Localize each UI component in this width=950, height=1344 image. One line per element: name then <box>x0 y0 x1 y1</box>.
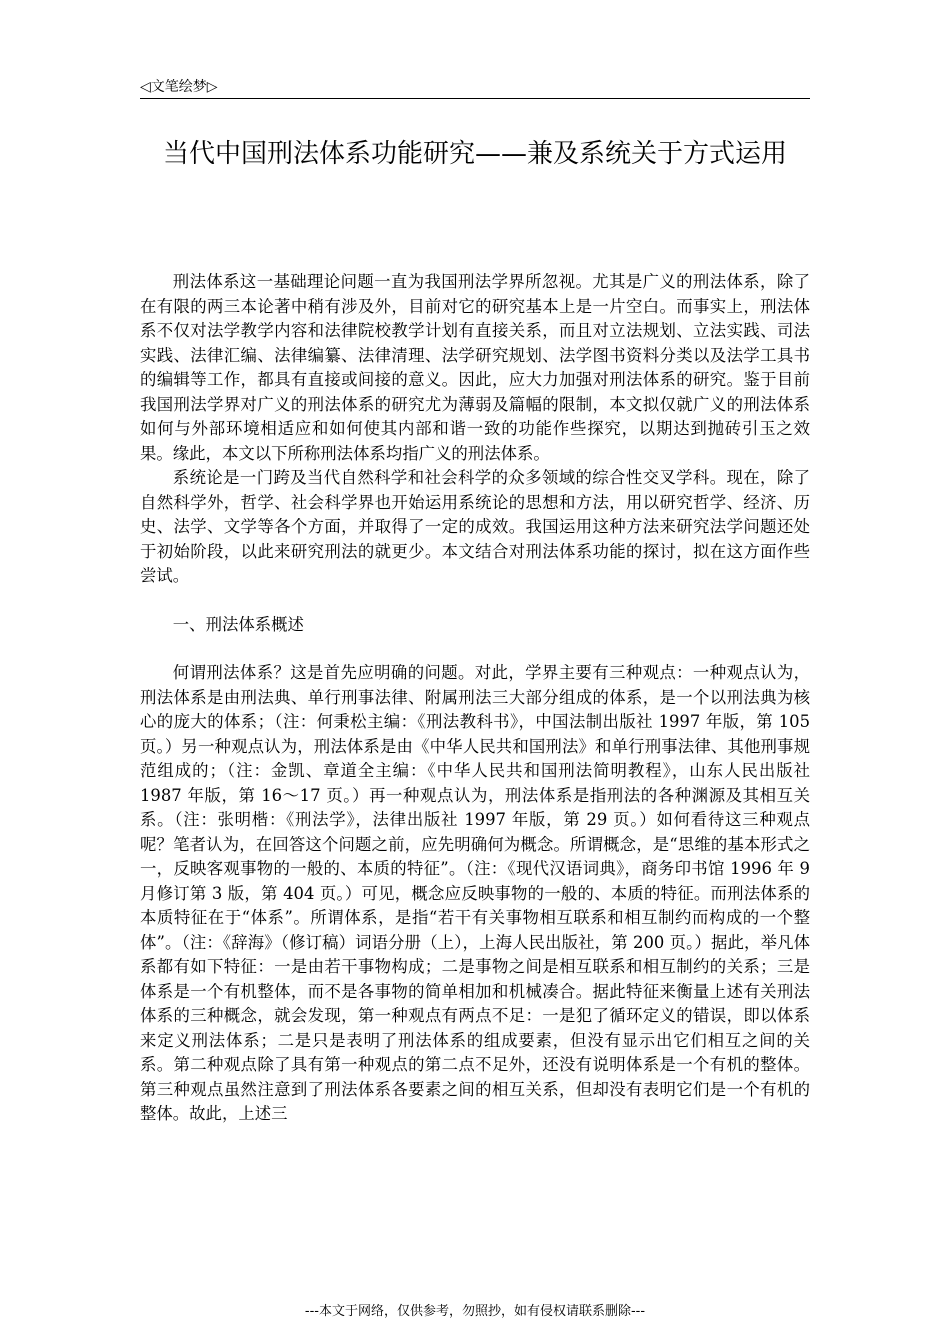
footer-disclaimer: ---本文于网络，仅供参考，勿照抄，如有侵权请联系删除--- <box>304 1304 646 1319</box>
section-heading: 一、刑法体系概述 <box>172 614 304 634</box>
document-title: 当代中国刑法体系功能研究——兼及系统关于方式运用 <box>162 139 787 169</box>
paragraph-3: 何谓刑法体系？这是首先应明确的问题。对此，学界主要有三种观点：一种观点认为，刑法体系是由刑法典、单行刑事法律、附属刑法三大部分组成的体系，是一个以刑法典为核心的庞大的体系；（注：何秉松主编：《刑法教科书》，中国法制出版社 1997 年版，第 105 页。）另一种观点认为，刑法体系是由《中华人民共和国刑法》和单行刑事法律、其他刑事规范组成的；（注：金凯、章道全主编：《中华人民共和国刑法简明教程》，山东人民出版社 1987 年版，第 16～17 页。）再一种观点认为，刑法体系是指刑法的各种渊源及其相互关系。（注：张明楷：《刑法学》，法律出版社 1997 年版，第 29 页。）如何看待这三种观点呢？笔者认为，在回答这个问题之前，应先明确何为概念。所谓概念，是“思维的基本形式之一，反映客观事物的一般的、本质的特征”。（注：《现代汉语词典》，商务印书馆 1996 年 9 月修订第 3 版，第 404 页。）可见，概念应反映事物的一般的、本质的特征。而刑法体系的本质特征在于“体系”。所谓体系，是指“若干有关事物相互联系和相互制约而构成的一个整体”。（注：《辞海》（修订稿）词语分册（上），上海人民出版社，第 200 页。）据此，举凡体系都有如下特征：一是由若干事物构成；二是事物之间是相互联系和相互制约的关系；三是体系是一个有机整体，而不是各事物的简单相加和机械凑合。据此特征来衡量上述有关刑法体系的三种概念，就会发现，第一种观点有两点不足：一是犯了循环定义的错误，即以体系来定义刑法体系；二是只是表明了刑法体系的组成要素，但没有显示出它们相互之间的关系。第二种观点除了具有第一种观点的第二点不足外，还没有说明体系是一个有机的整体。第三种观点虽然注意到了刑法体系各要素之间的相互关系，但却没有表明它们是一个有机的整体。故此，上述三 <box>140 663 810 1123</box>
paragraph-2: 系统论是一门跨及当代自然科学和社会科学的众多领域的综合性交叉学科。现在，除了自然科学外，哲学、社会科学界也开始运用系统论的思想和方法，用以研究哲学、经济、历史、法学、文学等各个方面，并取得了一定的成效。我国运用这种方法来研究法学问题还处于初始阶段，以此来研究刑法的就更少。本文结合对刑法体系功能的探讨，拟在这方面作些尝试。 <box>140 468 810 585</box>
page-header <box>140 74 810 99</box>
header-text: ◁文笔绘梦▷ <box>140 79 218 95</box>
paragraph-1: 刑法体系这一基础理论问题一直为我国刑法学界所忽视。尤其是广义的刑法体系，除了在有限的两三本论著中稍有涉及外，目前对它的研究基本上是一片空白。而事实上，刑法体系不仅对法学教学内容和法律院校教学计划有直接关系，而且对立法规划、立法实践、司法实践、法律汇编、法律编纂、法律清理、法学研究规划、法学图书资料分类以及法学工具书的编辑等工作，都具有直接或间接的意义。因此，应大力加强对刑法体系的研究。鉴于目前我国刑法学界对广义的刑法体系的研究尤为薄弱及篇幅的限制，本文拟仅就广义的刑法体系如何与外部环境相适应和如何使其内部和谐一致的功能作些探究，以期达到抛砖引玉之效果。缘此，本文以下所称刑法体系均指广义的刑法体系。 <box>140 272 810 463</box>
document-body <box>140 270 810 1127</box>
